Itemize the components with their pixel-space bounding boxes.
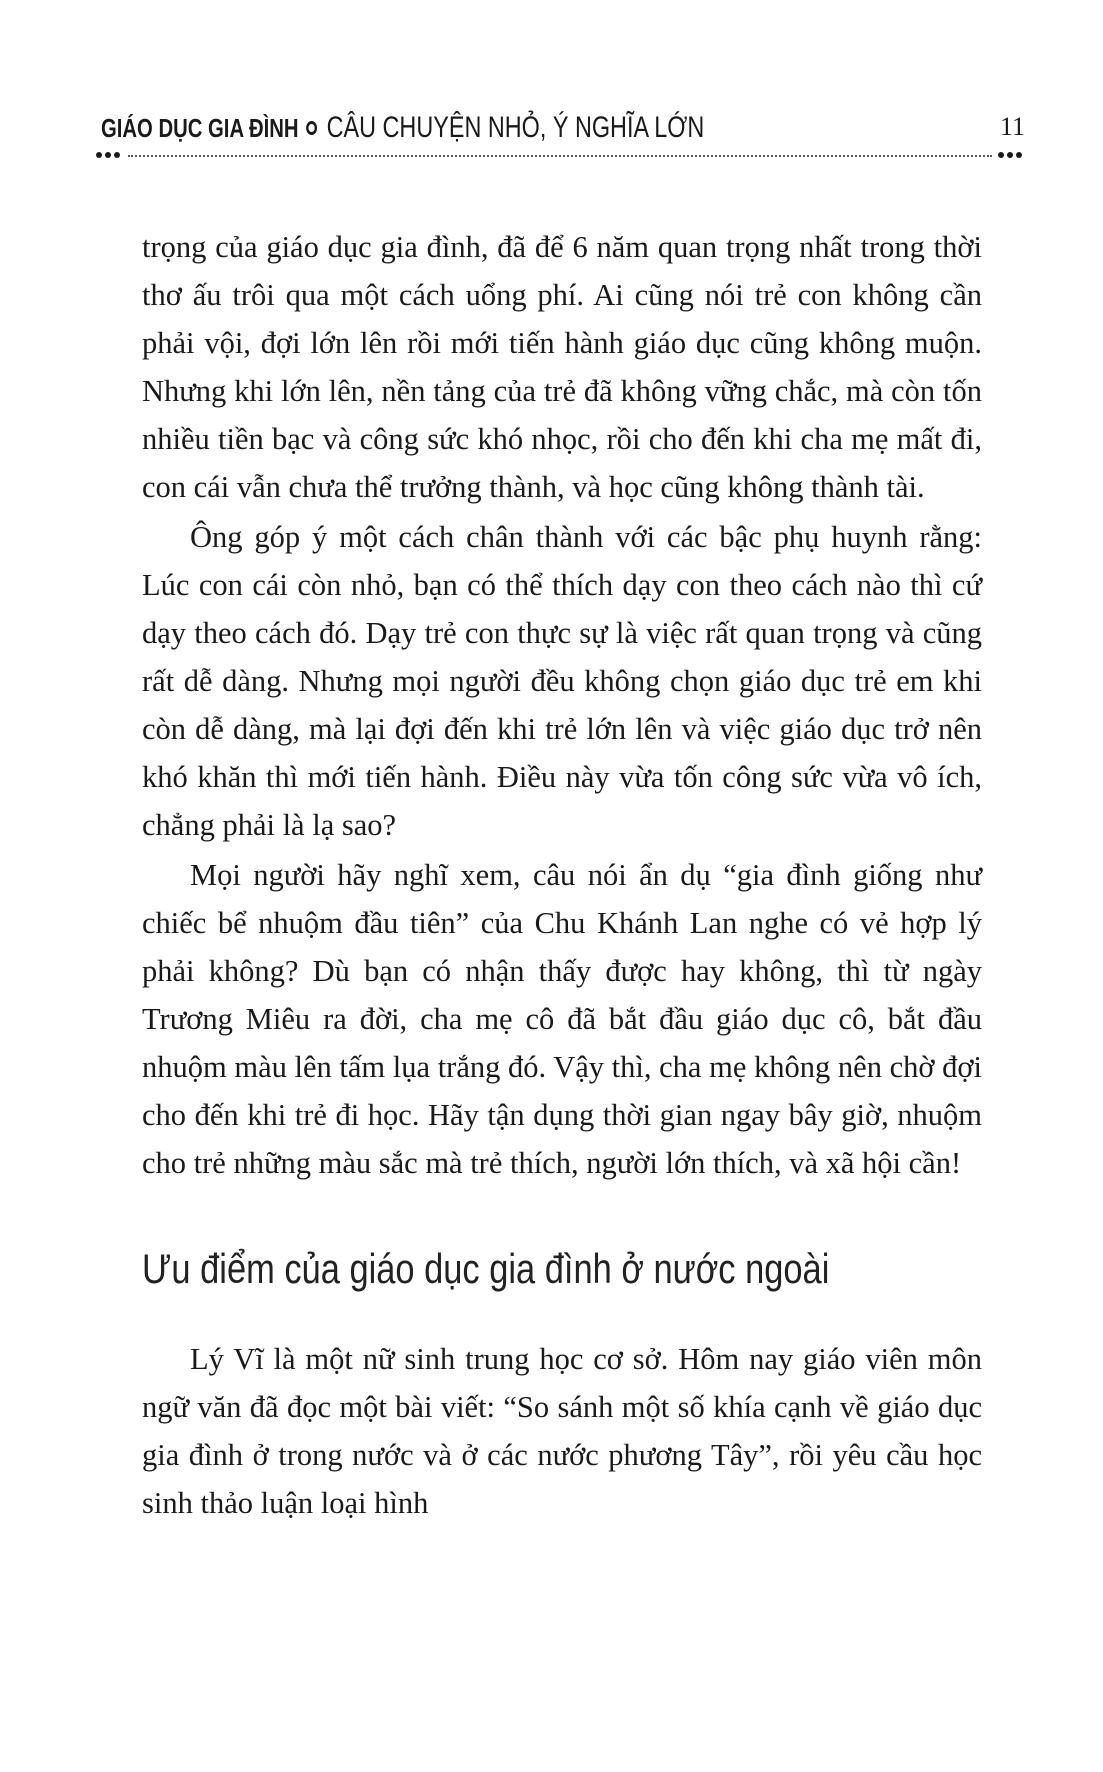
paragraph: trọng của giáo dục gia đình, đã để 6 năm quan trọng nhất trong thời thơ ấu trôi qua một cách uổng phí. Ai cũng nói trẻ con không cần phải vội, đợi lớn lên rồi mới tiến hành giáo dục cũng không muộn. Nhưng khi lớn lên, nền tảng của trẻ đã không vững chắc, mà còn tốn nhiều tiền bạc và công sức khó nhọc, rồi cho đến khi cha mẹ mất đi, con cái vẫn chưa thể trưởng thành, và học cũng không thành tài.: [142, 230, 982, 504]
header-divider: [96, 150, 1024, 160]
paragraph: Mọi người hãy nghĩ xem, câu nói ẩn dụ “gia đình giống như chiếc bể nhuộm đầu tiên” của Chu Khánh Lan nghe có vẻ hợp lý phải không? Dù bạn có nhận thấy được hay không, thì từ ngày Trương Miêu ra đời, cha mẹ cô đã bắt đầu giáo dục cô, bắt đầu nhuộm màu lên tấm lụa trắng đó. Vậy thì, cha mẹ không nên chờ đợi cho đến khi trẻ đi học. Hãy tận dụng thời gian ngay bây giờ, nhuộm cho trẻ những màu sắc mà trẻ thích, người lớn thích, và xã hội cần!: [142, 858, 982, 1180]
book-title: GIÁO DỤC GIA ĐÌNH: [101, 112, 299, 143]
paragraph: Ông góp ý một cách chân thành với các bậc phụ huynh rằng: Lúc con cái còn nhỏ, bạn có thể thích dạy con theo cách nào thì cứ dạy theo cách đó. Dạy trẻ con thực sự là việc rất quan trọng và cũng rất dễ dàng. Nhưng mọi người đều không chọn giáo dục trẻ em khi còn dễ dàng, mà lại đợi đến khi trẻ lớn lên và việc giáo dục trở nên khó khăn thì mới tiến hành. Điều này vừa tốn công sức vừa vô ích, chẳng phải là lạ sao?: [142, 520, 982, 842]
section-heading: Ưu điểm của giáo dục gia đình ở nước ngoài: [142, 1245, 830, 1292]
circle-bullet-icon: [306, 121, 317, 135]
running-header: [101, 108, 822, 148]
paragraph: Lý Vĩ là một nữ sinh trung học cơ sở. Hôm nay giáo viên môn ngữ văn đã đọc một bài viết: “So sánh một số khía cạnh về giáo dục gia đình ở trong nước và ở các nước phương Tây”, rồi yêu cầu học sinh thảo luận loại hình: [142, 1342, 982, 1520]
page-number: 11: [999, 112, 1025, 141]
dotted-rule: [128, 155, 992, 157]
page-body: [142, 223, 982, 1529]
divider-dots-icon: [96, 152, 122, 160]
chapter-subtitle: CÂU CHUYỆN NHỎ, Ý NGHĨA LỚN: [326, 111, 705, 144]
divider-dots-icon: [998, 152, 1024, 160]
